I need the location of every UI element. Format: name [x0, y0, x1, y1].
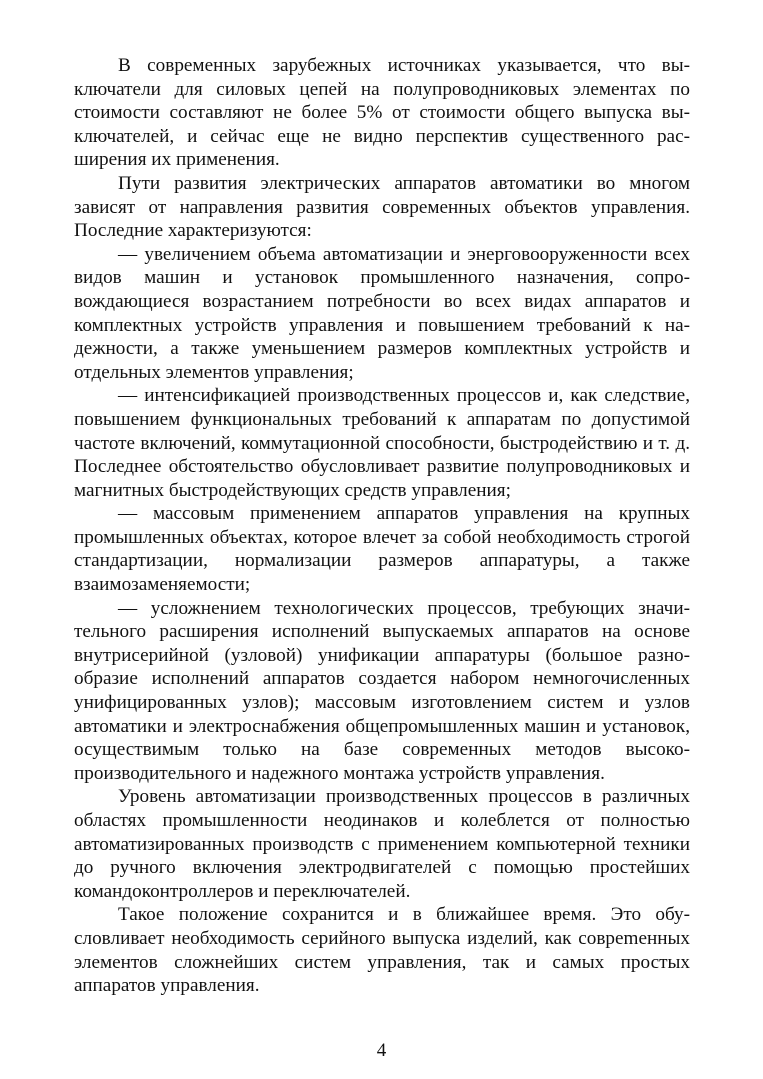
page-body [74, 54, 690, 998]
list-item-complex-processes: — усложнением технологических процессов, требующих значительного расширения исполнений выпускаемых аппаратов на основе внутрисерийной (узловой) унификации аппаратуры (большое разнообразие исполнений аппаратов создается набором немногочисленных унифицированных узлов); массовым изготовлением систем и узлов автоматики и электроснабжения общепромышленных машин и установок, осуществимым только на базе современных методов высокопроизводительного и надежного монтажа устройств управления. [74, 597, 690, 784]
list-item-mass-application: — массовым применением аппаратов управления на крупных промышленных объектах, которое влечет за собой необходимость строгой стандартизации, нормализации размеров аппаратуры, а также взаимозаменяемости; [74, 503, 690, 596]
page-number: 4 [376, 1040, 387, 1061]
paragraph-1: В современных зарубежных источниках указывается, что выключатели для силовых цепей на полупроводниковых элементах по стоимости составляют не более 5% от стоимости общего выпуска выключателей, и сейчас еще не видно перспектив существенного расширения их применения. [74, 55, 690, 171]
paragraph-2: Пути развития электрических аппаратов автоматики во многом зависят от направления развития современных объектов управления. Последние характеризуются: [74, 172, 690, 242]
list-item-intensification: — интенсификацией производственных процессов и, как следствие, повышением функциональных требований к аппаратам по допустимой частоте включений, коммутационной способности, быстродействию и т. д. Последнее обстоятельство обусловливает развитие полупроводниковых и магнитных быстродействующих средств управления; [74, 385, 690, 501]
paragraph-automation-level: Уровень автоматизации производственных процессов в различных областях промышленности неодинаков и колеблется от полностью автоматизированных производств с применением компьютерной техники до ручного включения электродвигателей с помощью простейших командоконтроллеров и переключателей. [74, 786, 690, 902]
list-item-automation: — увеличением объема автоматизации и энерговооруженности всех видов машин и установок промышленного назначения, сопровождающиеся возрастанием потребности во всех видах аппаратов и комплектных устройств управления и повышением требований к надежности, а также уменьшением размеров комплектных устройств и отдельных элементов управления; [74, 243, 690, 383]
paragraph-conclusion: Такое положение сохранится и в ближайшее время. Это обусловливает необходимость серийного выпуска изделий, как совреmенных элементов сложнейших систем управления, так и самых простых аппаратов управления. [74, 904, 690, 997]
